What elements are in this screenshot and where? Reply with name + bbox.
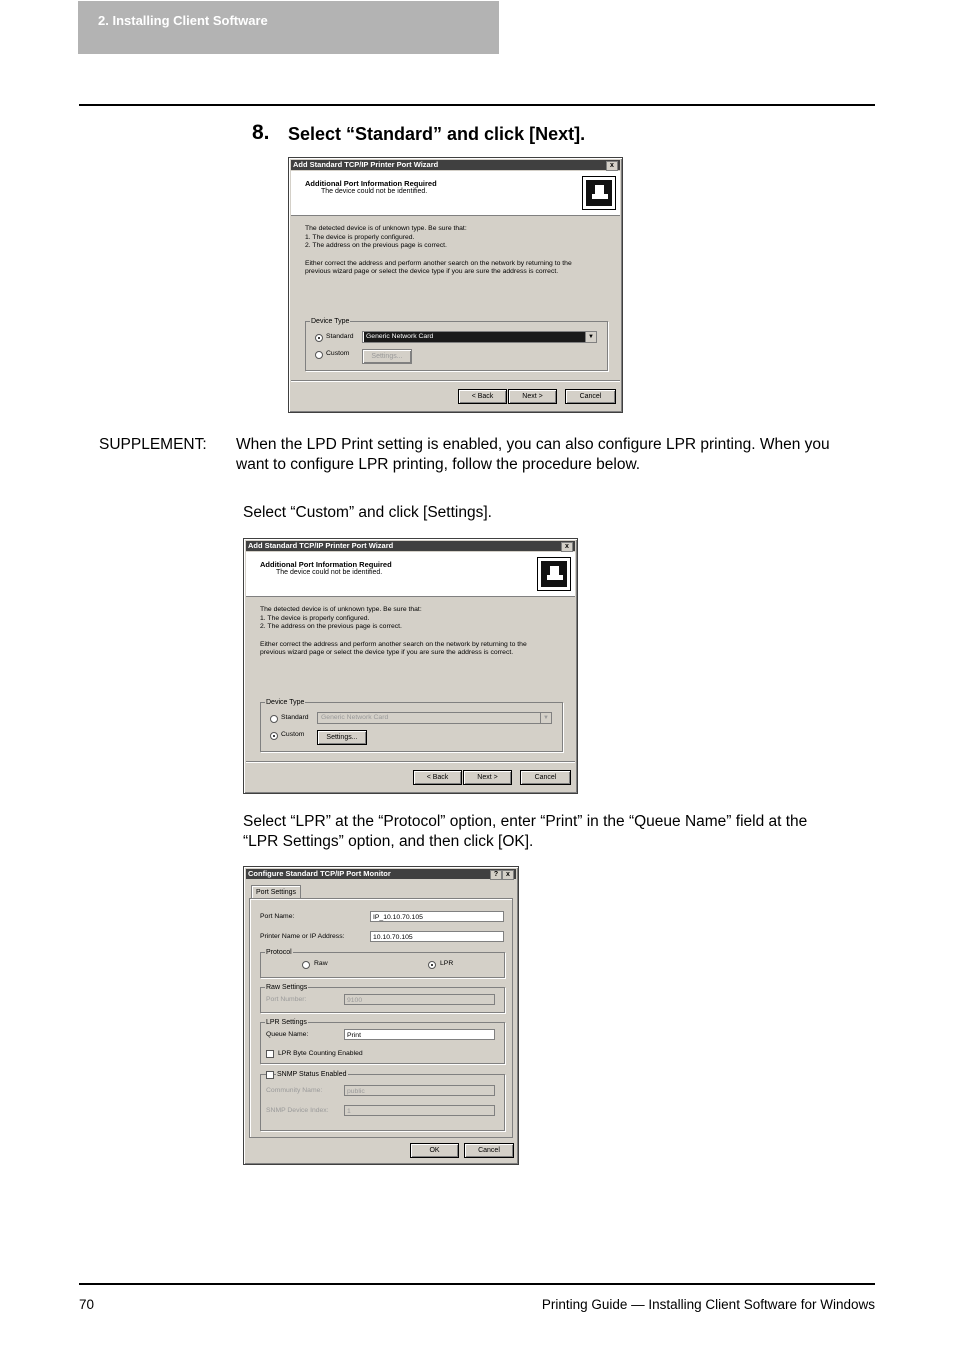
queue-name-field[interactable]: Print [344, 1029, 495, 1040]
raw-settings-group [260, 984, 505, 1013]
chevron-down-icon[interactable]: ▼ [540, 713, 551, 723]
wizard-heading: Additional Port Information Required [260, 560, 392, 569]
message-line: previous wizard page or select the device type if you are sure the address is correct. [305, 268, 559, 275]
help-icon[interactable]: ? [490, 870, 502, 880]
settings-button[interactable]: Settings... [362, 349, 412, 364]
device-type-value: Generic Network Card [321, 714, 389, 721]
wizard-header-panel [246, 552, 575, 597]
separator [246, 761, 575, 763]
wizard-heading: Additional Port Information Required [305, 179, 437, 188]
cancel-button[interactable]: Cancel [464, 1143, 514, 1158]
section-header-tab [78, 1, 499, 54]
message-line: 2. The address on the previous page is correct. [260, 623, 402, 630]
device-type-label: Device Type [266, 699, 305, 706]
instruction-custom: Select “Custom” and click [Settings]. [243, 504, 492, 521]
cancel-button[interactable]: Cancel [565, 389, 616, 404]
custom-label: Custom [281, 731, 305, 738]
port-number-label: Port Number: [266, 996, 307, 1003]
printer-wizard-icon [537, 557, 571, 591]
lpr-label: LPR [440, 960, 454, 967]
wizard-dialog-custom [243, 538, 578, 794]
device-type-value: Generic Network Card [364, 332, 585, 342]
device-type-select[interactable] [317, 712, 552, 724]
back-button[interactable]: < Back [413, 770, 462, 785]
port-number-field[interactable]: 9100 [344, 994, 495, 1005]
instruction-lpr-line1: Select “LPR” at the “Protocol” option, enter “Print” in the “Queue Name” field at the [243, 813, 808, 830]
snmp-group [260, 1071, 505, 1131]
message-line: 1. The device is properly configured. [305, 234, 415, 241]
separator [291, 380, 620, 382]
cancel-button[interactable]: Cancel [520, 770, 571, 785]
port-monitor-title: Configure Standard TCP/IP Port Monitor [248, 869, 391, 878]
device-type-label: Device Type [311, 318, 350, 325]
snmp-label: SNMP Status Enabled [277, 1071, 347, 1078]
wizard-title-bar [291, 160, 620, 170]
port-monitor-title-bar [246, 869, 516, 879]
message-line: The detected device is of unknown type. Be sure that: [260, 606, 422, 613]
device-type-select[interactable] [362, 331, 597, 343]
section-title: 2. Installing Client Software [98, 13, 268, 28]
wizard-title: Add Standard TCP/IP Printer Port Wizard [293, 160, 439, 169]
standard-radio[interactable] [270, 715, 278, 723]
standard-label: Standard [326, 333, 354, 340]
protocol-label: Protocol [266, 949, 292, 956]
next-button[interactable]: Next > [463, 770, 512, 785]
device-index-label: SNMP Device Index: [266, 1107, 329, 1114]
printer-address-label: Printer Name or IP Address: [260, 933, 345, 940]
byte-counting-checkbox[interactable] [266, 1050, 274, 1058]
wizard-title: Add Standard TCP/IP Printer Port Wizard [248, 541, 394, 550]
port-name-field[interactable]: IP_10.10.70.105 [370, 911, 504, 922]
chevron-down-icon[interactable]: ▼ [585, 332, 596, 342]
step-instruction: Select “Standard” and click [Next]. [288, 124, 586, 144]
close-icon[interactable]: x [502, 870, 514, 880]
custom-radio[interactable] [270, 732, 278, 740]
custom-radio[interactable] [315, 351, 323, 359]
close-icon[interactable]: x [561, 542, 573, 552]
step-number: 8. [252, 121, 270, 144]
printer-address-field[interactable]: 10.10.70.105 [370, 931, 504, 942]
message-line: Either correct the address and perform another search on the network by returning to the [305, 260, 572, 267]
message-line: The detected device is of unknown type. Be sure that: [305, 225, 467, 232]
device-index-field[interactable]: 1 [344, 1105, 495, 1116]
ok-button[interactable]: OK [410, 1143, 459, 1158]
tab-panel [249, 898, 513, 1138]
message-line: Either correct the address and perform another search on the network by returning to the [260, 641, 527, 648]
bottom-rule [79, 1283, 875, 1285]
tab-port-settings[interactable]: Port Settings [251, 885, 301, 899]
message-line: 2. The address on the previous page is correct. [305, 242, 447, 249]
settings-button[interactable]: Settings... [317, 730, 367, 745]
community-name-field[interactable]: public [344, 1085, 495, 1096]
raw-radio[interactable] [302, 961, 310, 969]
back-button[interactable]: < Back [458, 389, 507, 404]
wizard-subheading: The device could not be identified. [321, 188, 428, 195]
protocol-group [260, 949, 505, 978]
community-name-label: Community Name: [266, 1087, 323, 1094]
raw-label: Raw [314, 960, 328, 967]
custom-label: Custom [326, 350, 350, 357]
byte-counting-label: LPR Byte Counting Enabled [278, 1050, 363, 1057]
port-name-label: Port Name: [260, 913, 295, 920]
wizard-title-bar [246, 541, 575, 551]
message-line: 1. The device is properly configured. [260, 615, 370, 622]
printer-wizard-icon [582, 176, 616, 210]
supplement-text-line1: When the LPD Print setting is enabled, you can also configure LPR printing. When you [236, 436, 830, 453]
lpr-settings-group [260, 1019, 505, 1064]
supplement-label: SUPPLEMENT: [99, 436, 207, 453]
next-button[interactable]: Next > [508, 389, 557, 404]
port-monitor-dialog [243, 866, 519, 1165]
supplement-text-line2: want to configure LPR printing, follow the procedure below. [236, 456, 641, 473]
page-number: 70 [79, 1297, 95, 1312]
message-line: previous wizard page or select the device type if you are sure the address is correct. [260, 649, 514, 656]
queue-name-label: Queue Name: [266, 1031, 309, 1038]
standard-radio[interactable] [315, 334, 323, 342]
raw-settings-label: Raw Settings [266, 984, 308, 991]
snmp-checkbox[interactable] [266, 1071, 274, 1079]
device-type-group [260, 699, 563, 752]
lpr-radio[interactable] [428, 961, 436, 969]
top-rule [79, 104, 875, 106]
instruction-lpr-line2: “LPR Settings” option, and then click [OK]. [243, 833, 534, 850]
close-icon[interactable]: x [606, 161, 618, 171]
wizard-subheading: The device could not be identified. [276, 569, 383, 576]
wizard-dialog-standard [288, 157, 623, 413]
device-type-group [305, 318, 608, 371]
footer-title: Printing Guide — Installing Client Software for Windows [541, 1297, 875, 1312]
standard-label: Standard [281, 714, 309, 721]
wizard-header-panel [291, 171, 620, 216]
lpr-settings-label: LPR Settings [266, 1019, 307, 1026]
